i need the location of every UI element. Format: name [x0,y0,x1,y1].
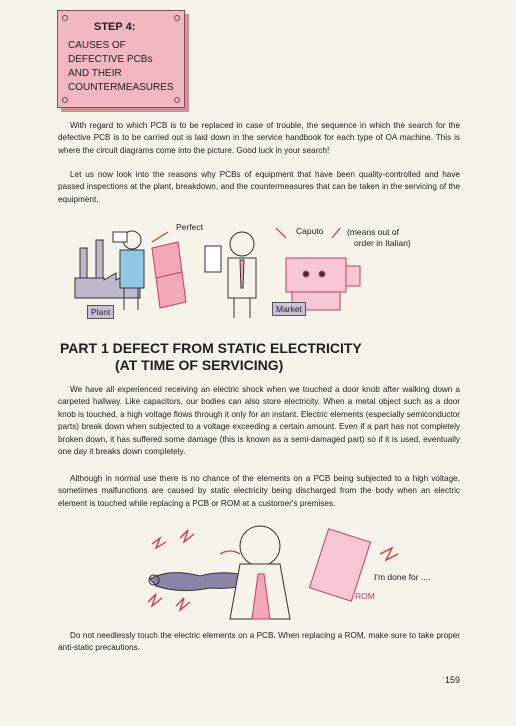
step-subtitle-line: COUNTERMEASURES [68,82,174,93]
paragraph-precautions: Do not needlessly touch the electric elements on a PCB. When replacing a ROM, make sure to take proper anti-static precautions. [58,631,460,653]
step-subtitle-line: AND THEIR [68,68,122,79]
step-title: STEP 4: [94,21,136,33]
paragraph-intro: With regard to which PCB is to be replaced in case of trouble, the sequence in which the search for the defective PCB is to be carried out is laid down in the service handbook for each type of OA machine. This is where the circuit diagrams come into the picture. Good luck in your search! [58,121,460,155]
page-number: 159 [445,675,461,685]
corner-dot-icon [174,15,180,21]
caputo-note-line1: (means out of [347,227,399,237]
paragraph-reasons: Let us now look into the reasons why PCBs of equipment that have been quality-controlled and have passed inspections at the plant, breakdown, and the countermeasures that can be taken in the servicing of the equipment. [58,170,460,204]
step-subtitle-line: CAUSES OF [68,40,126,51]
rom-label: ROM [355,591,375,601]
perfect-label: Perfect [176,222,203,232]
man-face-figure [230,526,290,619]
market-label: Market [272,302,306,316]
caputo-label: Caputo [296,226,324,236]
step-subtitle-line: DEFECTIVE PCBs [68,54,153,65]
corner-dot-icon [62,15,68,21]
pcb-sheet-icon [152,242,186,308]
step-subtitle [68,39,174,95]
caputo-note-line2: order in Italian) [354,238,411,248]
paragraph-static-discharge: Although in normal use there is no chance of the elements on a PCB being subjected to a high voltage, sometimes malfunctions are caused by static electricity being discharged from the body when an electric element is touched while replacing a PCB or ROM at a customer's premises. [58,474,460,508]
part1-heading-line2: (AT TIME OF SERVICING) [115,357,284,373]
part1-heading-line1: PART 1 DEFECT FROM STATIC ELECTRICITY [60,340,362,356]
speech-text: I'm done for .... [374,572,431,582]
corner-dot-icon [62,97,68,103]
paragraph-static-shock: We have all experienced receiving an electric shock when we touched a door knob after walking down a carpeted hallway. Like capacitors, our bodies can also store electricity. When a metal object such as a door knob is touched, a high voltage flows through it only for an instant. Electric elements (especially semiconductor parts) break down when subjected to a voltage exceeding a certain amount. Even if a part has not completely broken down, it has suffered some damage (this is known as a semi-damaged part) so if it is used, eventually one day it breaks down completely. [58,385,460,457]
part1-heading [60,340,362,374]
plant-label: Plant [87,305,114,319]
step-box [57,10,185,108]
serviceman-figure [205,232,256,318]
corner-dot-icon [174,97,180,103]
